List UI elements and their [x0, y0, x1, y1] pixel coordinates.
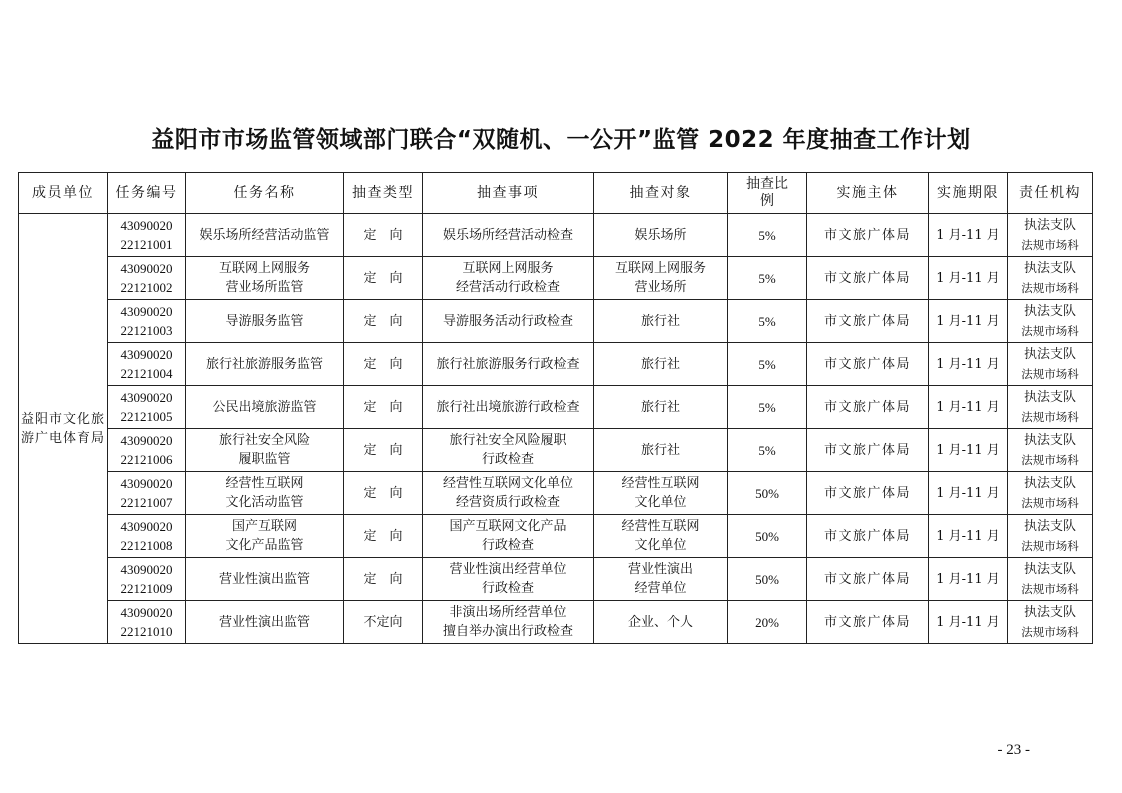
responsible-line1: 执法支队	[1023, 518, 1076, 534]
responsible-line2: 法规市场科	[1021, 452, 1079, 467]
task-name-line2: 文化产品监管	[225, 538, 304, 553]
page-number: - 23 -	[997, 742, 1030, 758]
task-name-line1: 营业性演出监管	[218, 614, 310, 630]
responsible-line2: 法规市场科	[1021, 581, 1079, 596]
check-target-cell	[594, 515, 728, 558]
check-target-cell	[594, 429, 728, 472]
check-item-cell	[423, 558, 594, 601]
task-name-line1: 公民出境旅游监管	[212, 399, 317, 415]
task-name-cell	[186, 257, 344, 300]
check-ratio-cell: 5%	[728, 343, 807, 386]
task-name-line1: 营业性演出监管	[218, 571, 310, 587]
check-item-cell	[423, 601, 594, 644]
task-code-part2: 22121009	[120, 581, 173, 596]
responsible-cell	[1008, 558, 1093, 601]
executor-cell: 市文旅广体局	[807, 601, 929, 644]
check-type-cell: 定 向	[344, 257, 423, 300]
executor-cell: 市文旅广体局	[807, 214, 929, 257]
check-ratio-cell: 5%	[728, 214, 807, 257]
check-type-cell: 定 向	[344, 343, 423, 386]
check-target-cell	[594, 343, 728, 386]
task-code-cell	[108, 257, 186, 300]
check-ratio-cell: 5%	[728, 300, 807, 343]
period-cell: 1 月-11 月	[929, 515, 1008, 558]
responsible-line1: 执法支队	[1023, 346, 1076, 362]
period-cell: 1 月-11 月	[929, 300, 1008, 343]
header-ratio-line1: 抽查比	[746, 176, 788, 192]
executor-cell: 市文旅广体局	[807, 429, 929, 472]
responsible-line2: 法规市场科	[1021, 323, 1079, 338]
period-cell: 1 月-11 月	[929, 257, 1008, 300]
responsible-line2: 法规市场科	[1021, 237, 1079, 252]
period-cell: 1 月-11 月	[929, 429, 1008, 472]
responsible-cell	[1008, 429, 1093, 472]
task-code-cell	[108, 343, 186, 386]
check-target-line1: 旅行社	[640, 399, 680, 415]
executor-cell: 市文旅广体局	[807, 343, 929, 386]
check-target-cell	[594, 214, 728, 257]
inspection-plan-table	[18, 172, 1093, 644]
responsible-line1: 执法支队	[1023, 475, 1076, 491]
executor-cell: 市文旅广体局	[807, 300, 929, 343]
check-item-cell	[423, 214, 594, 257]
check-type-cell: 不定向	[344, 601, 423, 644]
page-title: 益阳市市场监管领域部门联合“双随机、一公开”监管 2022 年度抽查工作计划	[151, 127, 971, 153]
responsible-cell	[1008, 343, 1093, 386]
header-ratio-line2: 例	[760, 193, 774, 209]
check-target-line1: 经营性互联网	[621, 519, 700, 534]
check-target-cell	[594, 257, 728, 300]
check-item-cell	[423, 386, 594, 429]
check-target-line1: 旅行社	[640, 442, 680, 458]
responsible-line1: 执法支队	[1023, 561, 1076, 577]
table-header-row	[19, 173, 1093, 214]
responsible-line2: 法规市场科	[1021, 409, 1079, 424]
responsible-cell	[1008, 257, 1093, 300]
check-item-line1: 经营性互联网文化单位	[442, 476, 573, 491]
responsible-line2: 法规市场科	[1021, 495, 1079, 510]
task-name-cell	[186, 601, 344, 644]
header-code: 任务编号	[108, 173, 186, 214]
task-code-cell	[108, 472, 186, 515]
task-code-part1: 43090020	[120, 390, 173, 405]
task-code-part2: 22121003	[120, 323, 173, 338]
task-code-cell	[108, 386, 186, 429]
task-name-cell	[186, 429, 344, 472]
check-item-cell	[423, 300, 594, 343]
check-ratio-cell: 20%	[728, 601, 807, 644]
task-code-part2: 22121002	[120, 280, 173, 295]
check-type-cell: 定 向	[344, 214, 423, 257]
responsible-cell	[1008, 601, 1093, 644]
check-target-line1: 经营性互联网	[621, 476, 700, 491]
responsible-line2: 法规市场科	[1021, 366, 1079, 381]
task-name-line1: 娱乐场所经营活动监管	[199, 227, 330, 243]
responsible-line1: 执法支队	[1023, 432, 1076, 448]
task-code-cell	[108, 558, 186, 601]
check-item-line1: 互联网上网服务	[462, 261, 554, 276]
table-row	[19, 515, 1093, 558]
period-cell: 1 月-11 月	[929, 343, 1008, 386]
header-items: 抽查事项	[423, 173, 594, 214]
check-item-line2: 擅自举办演出行政检查	[442, 624, 573, 639]
table-row	[19, 343, 1093, 386]
responsible-line2: 法规市场科	[1021, 624, 1079, 639]
task-name-line2: 履职监管	[238, 452, 291, 467]
check-item-line1: 旅行社安全风险履职	[449, 433, 567, 448]
responsible-line1: 执法支队	[1023, 260, 1076, 276]
task-code-part2: 22121006	[120, 452, 173, 467]
executor-cell: 市文旅广体局	[807, 386, 929, 429]
table-body	[19, 214, 1093, 644]
header-period: 实施期限	[929, 173, 1008, 214]
period-cell: 1 月-11 月	[929, 472, 1008, 515]
table-row	[19, 386, 1093, 429]
responsible-cell	[1008, 472, 1093, 515]
period-cell: 1 月-11 月	[929, 601, 1008, 644]
check-item-cell	[423, 257, 594, 300]
check-target-line1: 营业性演出	[627, 562, 693, 577]
task-name-line1: 国产互联网	[231, 519, 297, 534]
executor-cell: 市文旅广体局	[807, 558, 929, 601]
check-type-cell: 定 向	[344, 472, 423, 515]
table-row	[19, 558, 1093, 601]
check-ratio-cell: 50%	[728, 558, 807, 601]
task-code-cell	[108, 601, 186, 644]
check-target-cell	[594, 472, 728, 515]
task-code-cell	[108, 515, 186, 558]
check-ratio-cell: 5%	[728, 257, 807, 300]
check-type-cell: 定 向	[344, 515, 423, 558]
task-code-part1: 43090020	[120, 347, 173, 362]
task-name-cell	[186, 386, 344, 429]
check-item-line1: 旅行社出境旅游行政检查	[436, 399, 580, 415]
task-code-part1: 43090020	[120, 476, 173, 491]
task-code-part2: 22121005	[120, 409, 173, 424]
task-name-line1: 导游服务监管	[225, 313, 304, 329]
task-code-part2: 22121001	[120, 237, 173, 252]
check-target-line1: 企业、个人	[627, 614, 693, 630]
check-target-line1: 旅行社	[640, 313, 680, 329]
task-name-line1: 经营性互联网	[225, 476, 304, 491]
check-item-line1: 营业性演出经营单位	[449, 562, 567, 577]
responsible-cell	[1008, 386, 1093, 429]
responsible-cell	[1008, 515, 1093, 558]
task-code-part1: 43090020	[120, 218, 173, 233]
check-target-cell	[594, 300, 728, 343]
task-code-part2: 22121004	[120, 366, 173, 381]
check-item-line2: 经营资质行政检查	[455, 495, 560, 510]
responsible-line1: 执法支队	[1023, 303, 1076, 319]
check-target-line2: 经营单位	[634, 581, 687, 596]
task-name-cell	[186, 300, 344, 343]
task-name-cell	[186, 472, 344, 515]
task-name-line1: 互联网上网服务	[218, 261, 310, 276]
check-target-line2: 营业场所	[634, 280, 687, 295]
table-row	[19, 300, 1093, 343]
responsible-line1: 执法支队	[1023, 604, 1076, 620]
check-ratio-cell: 50%	[728, 472, 807, 515]
check-ratio-cell: 5%	[728, 429, 807, 472]
header-unit: 成员单位	[19, 173, 108, 214]
check-ratio-cell: 5%	[728, 386, 807, 429]
task-code-cell	[108, 214, 186, 257]
task-code-part1: 43090020	[120, 605, 173, 620]
task-name-line1: 旅行社安全风险	[218, 433, 310, 448]
check-item-line2: 行政检查	[481, 538, 534, 553]
check-target-line2: 文化单位	[634, 538, 687, 553]
member-unit-cell: 益阳市文化旅游广电体育局	[19, 214, 108, 644]
executor-cell: 市文旅广体局	[807, 515, 929, 558]
header-targets: 抽查对象	[594, 173, 728, 214]
responsible-line1: 执法支队	[1023, 389, 1076, 405]
responsible-line2: 法规市场科	[1021, 538, 1079, 553]
check-target-cell	[594, 386, 728, 429]
period-cell: 1 月-11 月	[929, 386, 1008, 429]
task-code-part1: 43090020	[120, 562, 173, 577]
period-cell: 1 月-11 月	[929, 214, 1008, 257]
check-target-line2: 文化单位	[634, 495, 687, 510]
header-ratio	[728, 173, 807, 214]
header-type: 抽查类型	[344, 173, 423, 214]
task-code-cell	[108, 429, 186, 472]
task-code-part1: 43090020	[120, 261, 173, 276]
responsible-cell	[1008, 300, 1093, 343]
check-item-line2: 行政检查	[481, 581, 534, 596]
check-type-cell: 定 向	[344, 429, 423, 472]
task-code-part1: 43090020	[120, 304, 173, 319]
check-item-line2: 行政检查	[481, 452, 534, 467]
check-ratio-cell: 50%	[728, 515, 807, 558]
table-row	[19, 214, 1093, 257]
check-target-line1: 互联网上网服务	[614, 261, 706, 276]
check-item-line1: 娱乐场所经营活动检查	[442, 227, 573, 243]
task-code-part2: 22121008	[120, 538, 173, 553]
task-name-cell	[186, 515, 344, 558]
task-name-line2: 营业场所监管	[225, 280, 304, 295]
check-item-line1: 非演出场所经营单位	[449, 605, 567, 620]
check-type-cell: 定 向	[344, 300, 423, 343]
check-target-line1: 娱乐场所	[634, 227, 687, 243]
table-row	[19, 472, 1093, 515]
check-item-cell	[423, 472, 594, 515]
table-row	[19, 429, 1093, 472]
check-target-cell	[594, 601, 728, 644]
check-item-line1: 旅行社旅游服务行政检查	[436, 356, 580, 372]
task-code-part2: 22121007	[120, 495, 173, 510]
header-executor: 实施主体	[807, 173, 929, 214]
responsible-line1: 执法支队	[1023, 217, 1076, 233]
task-name-cell	[186, 558, 344, 601]
check-item-line1: 导游服务活动行政检查	[442, 313, 573, 329]
table-row	[19, 257, 1093, 300]
check-target-line1: 旅行社	[640, 356, 680, 372]
check-item-cell	[423, 343, 594, 386]
task-name-cell	[186, 214, 344, 257]
executor-cell: 市文旅广体局	[807, 257, 929, 300]
table-row	[19, 601, 1093, 644]
check-item-cell	[423, 429, 594, 472]
check-target-cell	[594, 558, 728, 601]
check-type-cell: 定 向	[344, 386, 423, 429]
task-code-part1: 43090020	[120, 433, 173, 448]
executor-cell: 市文旅广体局	[807, 472, 929, 515]
task-code-part2: 22121010	[120, 624, 173, 639]
period-cell: 1 月-11 月	[929, 558, 1008, 601]
task-name-cell	[186, 343, 344, 386]
responsible-line2: 法规市场科	[1021, 280, 1079, 295]
check-item-cell	[423, 515, 594, 558]
task-code-cell	[108, 300, 186, 343]
task-name-line1: 旅行社旅游服务监管	[205, 356, 323, 372]
header-responsible: 责任机构	[1008, 173, 1093, 214]
task-name-line2: 文化活动监管	[225, 495, 304, 510]
check-item-line1: 国产互联网文化产品	[449, 519, 567, 534]
task-code-part1: 43090020	[120, 519, 173, 534]
header-name: 任务名称	[186, 173, 344, 214]
check-item-line2: 经营活动行政检查	[455, 280, 560, 295]
check-type-cell: 定 向	[344, 558, 423, 601]
responsible-cell	[1008, 214, 1093, 257]
